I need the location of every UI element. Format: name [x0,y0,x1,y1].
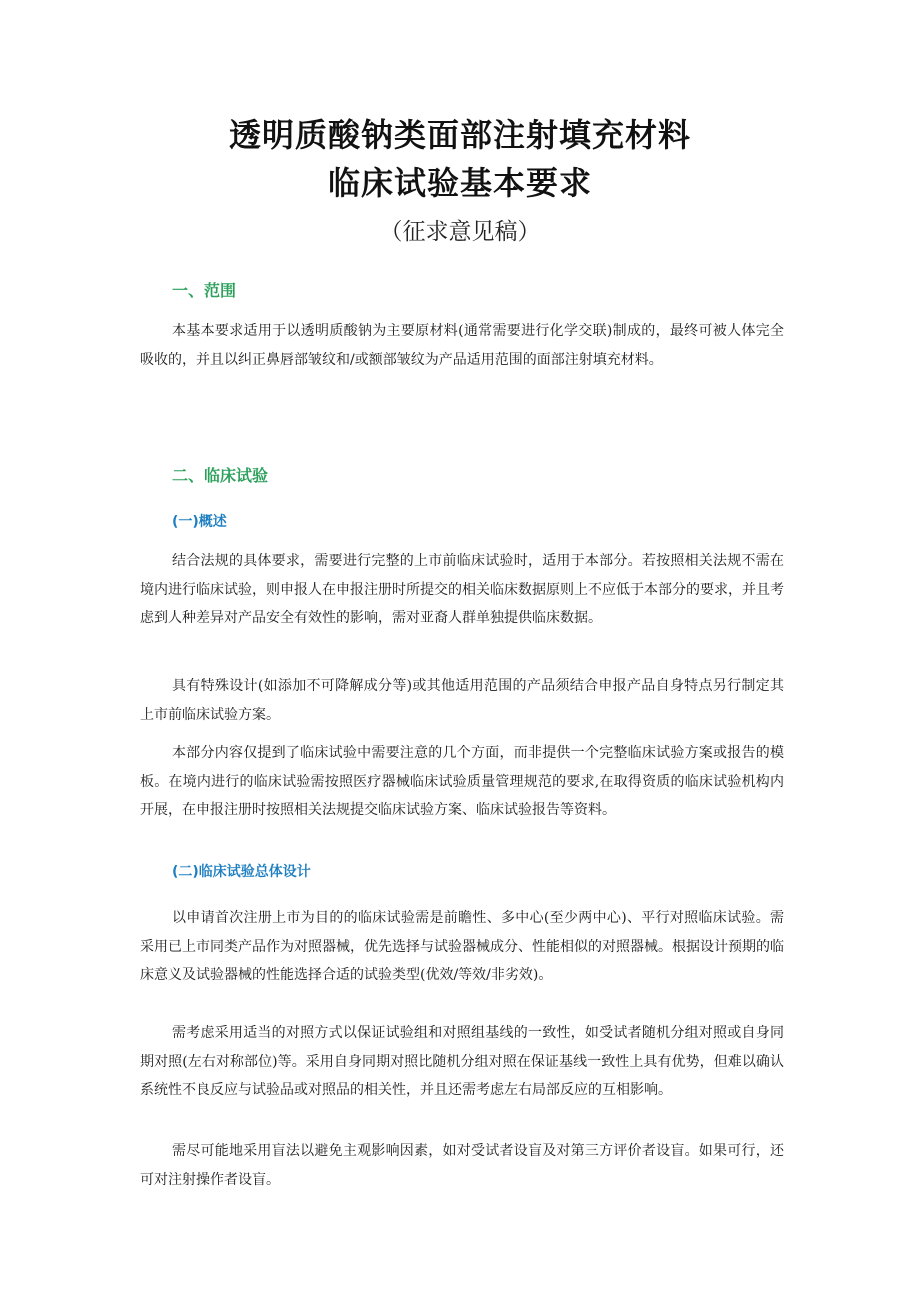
design-paragraph-2: 需考虑采用适当的对照方式以保证试验组和对照组基线的一致性，如受试者随机分组对照或自身同期对照(左右对称部位)等。采用自身同期对照比随机分组对照在保证基线一致性上具有优势，但难以确认系统性不良反应与试验品或对照品的相关性，并且还需考虑左右局部反应的互相影响。 [140,1025,784,1098]
section-heading-scope: 一、范围 [172,281,237,300]
scope-paragraph: 本基本要求适用于以透明质酸钠为主要原材料(通常需要进行化学交联)制成的，最终可被人体完全吸收的，并且以纠正鼻唇部皱纹和/或额部皱纹为产品适用范围的面部注射填充材料。 [140,323,784,368]
document-subtitle: （征求意见稿） [379,219,541,245]
design-paragraph-1: 以申请首次注册上市为目的的临床试验需是前瞻性、多中心(至少两中心)、平行对照临床试验。需采用已上市同类产品作为对照器械，优先选择与试验器械成分、性能相似的对照器械。根据设计预期的临床意义及试验器械的性能选择合适的试验类型(优效/等效/非劣效)。 [140,910,784,983]
document-title-line1: 透明质酸钠类面部注射填充材料 [228,116,691,154]
overview-paragraph-2: 具有特殊设计(如添加不可降解成分等)或其他适用范围的产品须结合申报产品自身特点另行制定其上市前临床试验方案。 [140,678,784,723]
subsection-heading-design: (二)临床试验总体设计 [172,864,311,880]
overview-paragraph-1: 结合法规的具体要求，需要进行完整的上市前临床试验时，适用于本部分。若按照相关法规不需在境内进行临床试验，则申报人在申报注册时所提交的相关临床数据原则上不应低于本部分的要求，并且考虑到人种差异对产品安全有效性的影响，需对亚裔人群单独提供临床数据。 [140,553,784,626]
section-heading-clinical-trial: 二、临床试验 [172,466,269,485]
design-paragraph-3: 需尽可能地采用盲法以避免主观影响因素，如对受试者设盲及对第三方评价者设盲。如果可行，还可对注射操作者设盲。 [140,1143,784,1188]
overview-paragraph-3: 本部分内容仅提到了临床试验中需要注意的几个方面，而非提供一个完整临床试验方案或报告的模板。在境内进行的临床试验需按照医疗器械临床试验质量管理规范的要求,在取得资质的临床试验机构内开展，在申报注册时按照相关法规提交临床试验方案、临床试验报告等资料。 [140,745,784,818]
document-title-line2: 临床试验基本要求 [327,164,592,202]
subsection-heading-overview: (一)概述 [172,514,227,530]
